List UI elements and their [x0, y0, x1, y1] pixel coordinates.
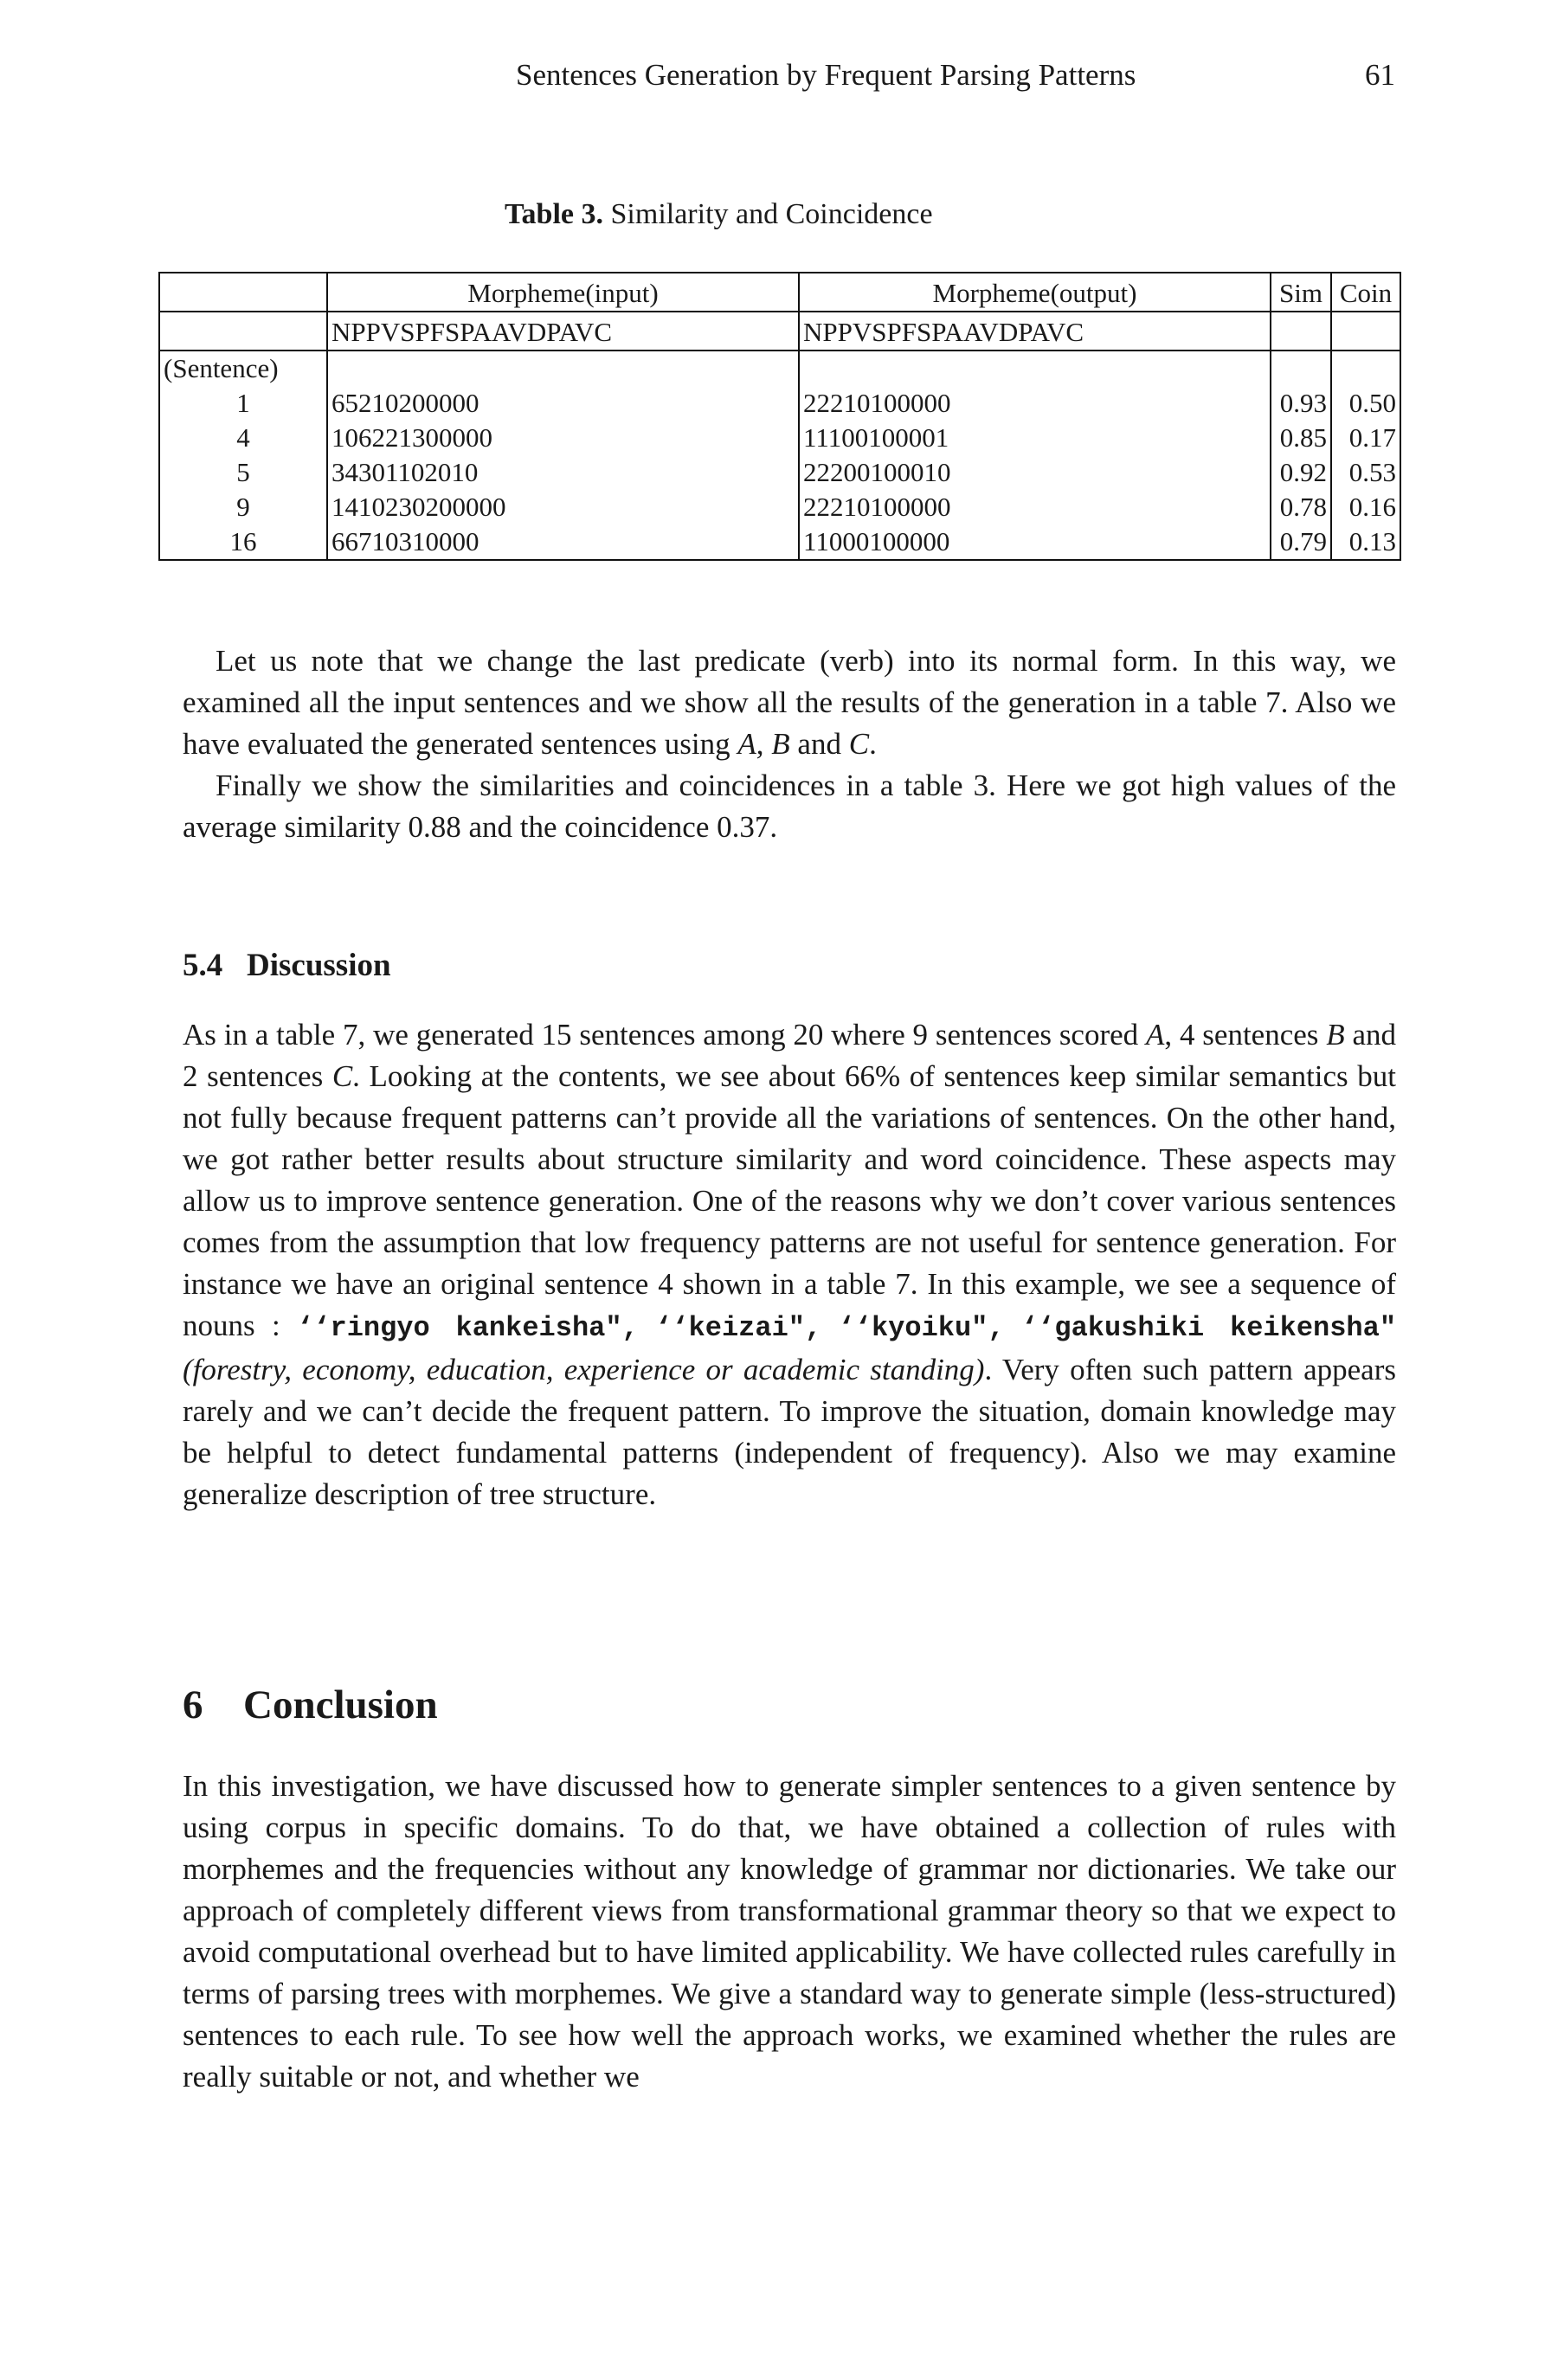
output-count: 1 [827, 422, 842, 453]
output-count: 1 [843, 492, 857, 522]
text: and [789, 727, 849, 761]
grade-c: C [331, 1059, 353, 1093]
sentence-id-cell: 4 [159, 421, 327, 455]
input-count: 0 [492, 492, 506, 522]
sim-subheader [1271, 312, 1331, 351]
sim-cell: 0.85 [1271, 421, 1331, 455]
paragraph-conclusion: In this investigation, we have discussed how to generate simpler sentences to a given sentence by using corpus in specific domains. To do that, we have obtained a collection of rules with morphemes and the frequencies without any knowledge of grammar nor dictionaries. We take our approach of completely different views from transformational grammar theory so that we expect to avoid computational overhead but to have limited applicability. We have collected rules carefully in terms of parsing trees with morphemes. We give a standard way to generate simple (less-structured) sentences to each rule. To see how well the approach works, we examined whether the rules are really suitable or not, and whether we [183, 1769, 1396, 2094]
coin-cell: 0.17 [1331, 421, 1400, 455]
input-count: 0 [385, 526, 399, 556]
japanese-term: ‘‘ringyo kankeisha", [297, 1312, 639, 1344]
input-count: 3 [331, 457, 345, 487]
running-head-title: Sentences Generation by Frequent Parsing Patterns [516, 58, 1136, 92]
japanese-term: ‘‘kyoiku", [838, 1312, 1005, 1344]
output-count: 0 [828, 526, 843, 556]
coin-header: Coin [1331, 273, 1400, 312]
row-header-label: (Sentence) [159, 351, 327, 386]
column-header: S [400, 317, 415, 347]
output-counts-cell [799, 490, 1271, 524]
input-count: 0 [425, 422, 439, 453]
column-header: PP [822, 317, 853, 347]
output-count: 0 [937, 388, 951, 418]
column-header: N [803, 317, 823, 347]
output-count: 2 [803, 388, 817, 418]
output-count: 1 [843, 388, 857, 418]
input-count: 0 [479, 492, 492, 522]
output-count: 1 [868, 422, 882, 453]
input-count: 2 [425, 492, 439, 522]
japanese-term: ‘‘gakushiki keikensha" [1020, 1312, 1397, 1344]
input-count: 2 [385, 492, 399, 522]
column-header: PP [351, 317, 381, 347]
section-title: Conclusion [243, 1682, 438, 1727]
output-count: 0 [897, 388, 911, 418]
output-count: 0 [922, 422, 936, 453]
output-count: 0 [881, 422, 896, 453]
output-count: 0 [884, 492, 898, 522]
input-count: 1 [397, 457, 411, 487]
empty-cell [1331, 351, 1400, 386]
table-row [159, 386, 1400, 421]
input-count: 0 [439, 492, 453, 522]
output-count: 0 [857, 388, 871, 418]
section-number: 6 [183, 1682, 203, 1727]
output-count: 0 [897, 457, 911, 487]
table-row [159, 524, 1400, 560]
sim-cell: 0.79 [1271, 524, 1331, 560]
input-count: 0 [452, 388, 466, 418]
corner-cell [159, 273, 327, 312]
input-count: 10 [358, 492, 385, 522]
input-count: 0 [452, 422, 466, 453]
column-header: AV [963, 317, 999, 347]
column-header: C [1065, 317, 1084, 347]
input-count: 0 [479, 422, 492, 453]
input-count: 1 [398, 422, 412, 453]
conclusion-body [183, 1766, 1396, 2098]
input-count: 4 [344, 457, 358, 487]
discussion-body [183, 1014, 1396, 1515]
output-count: 0 [855, 526, 870, 556]
output-count: 0 [896, 526, 910, 556]
output-count: 1 [870, 492, 884, 522]
column-header: PF [886, 317, 917, 347]
input-count: 0 [412, 492, 426, 522]
output-count: 1 [924, 457, 937, 487]
input-count: 2 [371, 422, 385, 453]
output-count: 0 [911, 388, 924, 418]
output-count: 1 [869, 526, 883, 556]
output-count: 1 [803, 526, 816, 556]
output-count: 2 [816, 492, 830, 522]
input-count: 1 [371, 526, 385, 556]
column-header: AV [1030, 317, 1066, 347]
text: . [869, 727, 877, 761]
input-count: 2 [358, 388, 372, 418]
output-count: 0 [857, 492, 871, 522]
input-count: 3 [358, 457, 372, 487]
coin-cell: 0.50 [1331, 386, 1400, 421]
output-count: 0 [937, 492, 951, 522]
output-count: 0 [884, 457, 898, 487]
output-count: 1 [815, 422, 828, 453]
sim-cell: 0.93 [1271, 386, 1331, 421]
section-number: 5.4 [183, 948, 223, 983]
output-count: 0 [857, 457, 871, 487]
grade-b: B [771, 727, 790, 761]
input-column-headers [327, 312, 799, 351]
column-header: S [872, 317, 887, 347]
output-count: 2 [816, 457, 830, 487]
english-gloss: (forestry, economy, education, experience or academic standing) [183, 1353, 985, 1386]
column-header: C [594, 317, 613, 347]
paragraph-discussion [183, 1014, 1396, 1515]
column-header: AV [492, 317, 527, 347]
output-count: 0 [924, 388, 937, 418]
output-count: 2 [830, 457, 844, 487]
grade-b: B [1326, 1018, 1345, 1052]
input-count: 0 [412, 388, 426, 418]
text: As in a table 7, we generated 15 sentences among 20 where 9 sentences scored [183, 1018, 1146, 1052]
column-header: AV [558, 317, 595, 347]
coin-cell: 0.13 [1331, 524, 1400, 560]
coin-subheader [1331, 312, 1400, 351]
similarity-table [158, 272, 1401, 561]
input-count: 0 [371, 457, 385, 487]
input-count: 6 [331, 526, 345, 556]
output-count: 2 [816, 388, 830, 418]
input-count: 0 [439, 422, 453, 453]
output-counts-cell [799, 455, 1271, 490]
output-count: 2 [830, 492, 844, 522]
running-head [516, 54, 1395, 97]
section-heading-conclusion [183, 1679, 438, 1731]
output-count: 0 [936, 526, 950, 556]
sentence-id-cell: 9 [159, 490, 327, 524]
sim-cell: 0.78 [1271, 490, 1331, 524]
input-count: 0 [410, 457, 425, 487]
output-count: 1 [935, 422, 949, 453]
coin-cell: 0.53 [1331, 455, 1400, 490]
output-count: 0 [924, 492, 937, 522]
input-count: 0 [464, 457, 479, 487]
grade-c: C [848, 727, 870, 761]
output-count: 0 [937, 457, 951, 487]
column-header: V [380, 317, 401, 347]
table-group-header-row [159, 273, 1400, 312]
output-count: 1 [803, 422, 816, 453]
output-count: 0 [841, 422, 855, 453]
output-counts-cell [799, 524, 1271, 560]
input-count: 3 [398, 492, 412, 522]
column-header: DP [998, 317, 1031, 347]
output-count: 0 [897, 492, 911, 522]
input-group-header: Morpheme(input) [327, 273, 799, 312]
column-header: V [852, 317, 872, 347]
grade-a: A [737, 727, 756, 761]
text: . Very often such pattern appears rarely and we can’t decide the frequent pattern. To improve the situation, domain knowledge may be helpful to detect fundamental patterns (independent of frequency). Also we may examine generalize description of tree structure. [183, 1353, 1396, 1511]
text: and 2 sentences [183, 1018, 1396, 1093]
text: Let us note that we change the last predicate (verb) into its normal form. In this way, we examined all the input sentences and we show all the results of the generation in a table 7. Also we have evaluated the generated sentences using [183, 644, 1396, 761]
table-column-header-row [159, 312, 1400, 351]
sim-header: Sim [1271, 273, 1331, 312]
input-count: 0 [439, 526, 453, 556]
table-caption [505, 194, 933, 235]
output-count: 0 [884, 388, 898, 418]
text: , 4 sentences [1164, 1018, 1327, 1052]
column-header: DP [526, 317, 559, 347]
column-header: SP [917, 317, 944, 347]
empty-cell [327, 351, 799, 386]
input-count: 0 [452, 526, 466, 556]
output-count: 1 [870, 388, 884, 418]
text: , [756, 727, 772, 761]
output-count: 1 [815, 526, 829, 556]
empty-cell [799, 351, 1271, 386]
coin-cell: 0.16 [1331, 490, 1400, 524]
output-count: 2 [803, 457, 817, 487]
output-count: 2 [830, 388, 844, 418]
input-count: 1 [451, 457, 465, 487]
paragraph-similarity-summary: Finally we show the similarities and coincidences in a table 3. Here we got high values of the average similarity 0.88 and the coincidence 0.37. [183, 769, 1396, 844]
input-count: 6 [344, 526, 358, 556]
input-count: 0 [452, 492, 466, 522]
output-count: 1 [870, 457, 884, 487]
output-count: 0 [854, 422, 869, 453]
sim-cell: 0.92 [1271, 455, 1331, 490]
input-count: 3 [412, 422, 426, 453]
input-count: 0 [466, 492, 479, 522]
sentence-id-cell: 1 [159, 386, 327, 421]
output-count: 0 [843, 457, 857, 487]
empty-cell [1271, 351, 1331, 386]
output-count: 0 [908, 422, 923, 453]
section-title: Discussion [247, 948, 391, 983]
output-count: 0 [909, 526, 924, 556]
text: . Looking at the contents, we see about 66% of sentences keep similar semantics but not fully because frequent patterns can’t provide all the variations of sentences. On the other hand, we got rather better results about structure similarity and word coincidence. These aspects may allow us to improve sentence generation. One of the reasons why we don’t cover various sentences comes from the assumption that low frequency patterns are not useful for sentence generation. For instance we have an original sentence 4 shown in a table 7. In this example, we see a sequence of nouns : [183, 1059, 1397, 1342]
table-row [159, 455, 1400, 490]
input-counts-cell [327, 421, 799, 455]
input-count: 0 [425, 526, 439, 556]
output-column-headers [799, 312, 1271, 351]
table-row [159, 490, 1400, 524]
input-count: 1 [371, 388, 385, 418]
input-count: 6 [358, 422, 372, 453]
sentence-id-cell: 5 [159, 455, 327, 490]
input-count: 1 [385, 457, 398, 487]
table-row [159, 421, 1400, 455]
table-caption-label: Table 3. [505, 198, 604, 230]
input-count: 0 [425, 388, 439, 418]
section-heading-discussion [183, 945, 391, 987]
input-count: 3 [398, 526, 412, 556]
input-counts-cell [327, 386, 799, 421]
output-count: 0 [882, 526, 897, 556]
sentence-id-cell: 16 [159, 524, 327, 560]
output-group-header: Morpheme(output) [799, 273, 1271, 312]
output-counts-cell [799, 421, 1271, 455]
results-paragraphs [183, 640, 1396, 848]
input-count: 0 [437, 457, 452, 487]
input-counts-cell [327, 524, 799, 560]
row-header-label-row [159, 351, 1400, 386]
input-count: 0 [466, 526, 479, 556]
input-count: 10 [331, 422, 358, 453]
output-count: 0 [911, 492, 924, 522]
output-count: 0 [923, 526, 936, 556]
paragraph-normal-form [183, 640, 1396, 765]
output-count: 0 [895, 422, 909, 453]
output-count: 2 [803, 492, 817, 522]
input-count: 0 [466, 388, 479, 418]
input-count: 2 [398, 388, 412, 418]
input-count: 0 [385, 388, 399, 418]
input-count: 1 [412, 526, 426, 556]
column-header: N [331, 317, 351, 347]
table-caption-text: Similarity and Coincidence [610, 198, 933, 230]
input-count: 7 [358, 526, 372, 556]
input-count: 14 [331, 492, 358, 522]
input-count: 2 [424, 457, 438, 487]
page-number: 61 [1365, 58, 1395, 92]
column-header: A [943, 317, 964, 347]
input-counts-cell [327, 455, 799, 490]
column-header: PF [415, 317, 445, 347]
japanese-term: ‘‘keizai", [655, 1312, 822, 1344]
input-count: 0 [439, 388, 453, 418]
column-header: A [472, 317, 492, 347]
output-count: 0 [911, 457, 924, 487]
input-count: 5 [344, 388, 358, 418]
input-count: 2 [385, 422, 399, 453]
input-count: 6 [331, 388, 345, 418]
column-header: SP [445, 317, 473, 347]
input-count: 0 [466, 422, 479, 453]
input-counts-cell [327, 490, 799, 524]
grade-a: A [1146, 1018, 1165, 1052]
output-counts-cell [799, 386, 1271, 421]
corner-cell-2 [159, 312, 327, 351]
output-count: 0 [842, 526, 856, 556]
